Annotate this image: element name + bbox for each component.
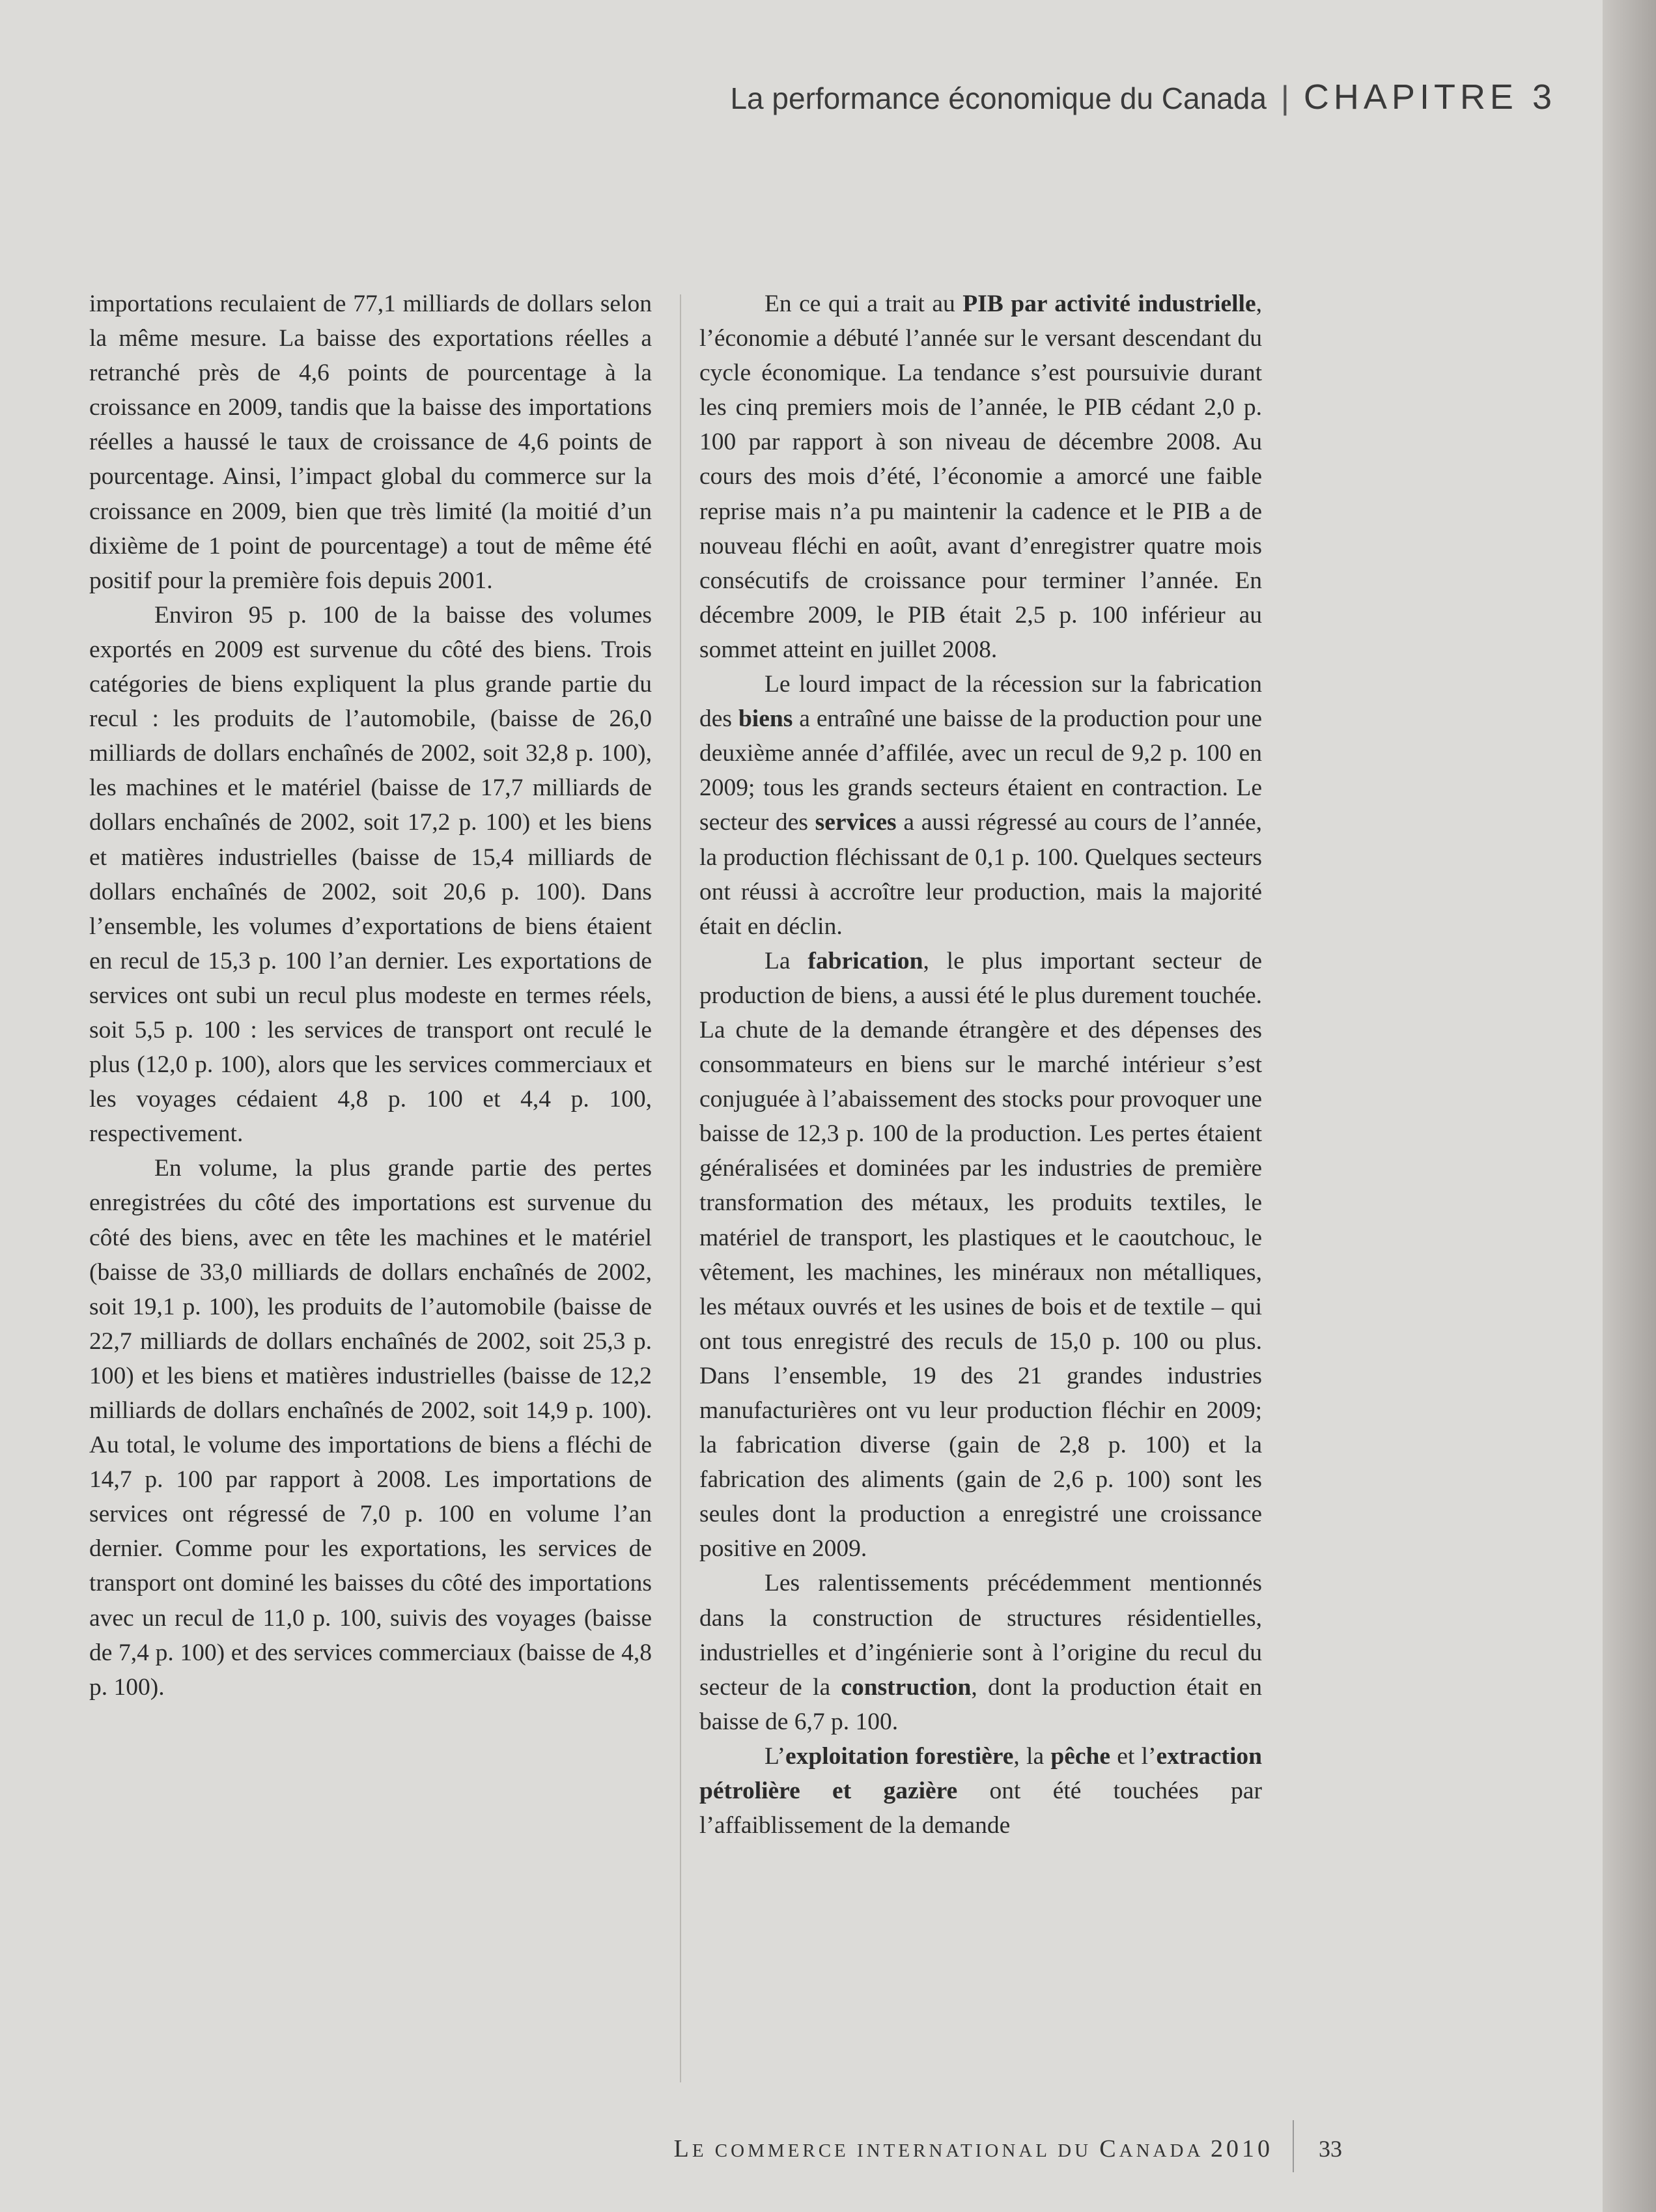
left-column bbox=[89, 287, 652, 1705]
text-run: a entraîné une baisse de la production pour une deuxième année d’affilée, avec un recul de 9,2 p. 100 en 2009; tous les grands secteurs étaient en contraction. Le secteur des bbox=[699, 705, 1262, 836]
footer-divider bbox=[1293, 2120, 1294, 2172]
text-run: et l’ bbox=[1110, 1742, 1157, 1770]
text-run: , dont la production était en baisse de 6,7 p. 100. bbox=[699, 1673, 1263, 1735]
running-footer bbox=[560, 2134, 1273, 2174]
bold-term: extraction pétrolière et gazière bbox=[699, 1742, 1262, 1805]
left-paragraph-3: En volume, la plus grande partie des pertes enregistrées du côté des importations est survenue du côté des biens, avec en tête les machines et le matériel (baisse de 33,0 milliards de dollars enchaînés de 2002, soit 19,1 p. 100), les produits de l’automobile (baisse de 22,7 milliards de dollars enchaînés de 2002, soit 25,3 p. 100) et les biens et matières industrielles (baisse de 12,2 milliards de dollars enchaînés de 2002, soit 14,9 p. 100). Au total, le volume des importations de biens a fléchi de 14,7 p. 100 par rapport à 2008. Les importations de services ont régressé de 7,0 p. 100 en volume l’an dernier. Comme pour les exportations, les services de transport ont dominé les baisses du côté des importations avec un recul de 11,0 p. 100, suivis des voyages (baisse de 7,4 p. 100) et des services commerciaux (baisse de 4,8 p. 100). bbox=[89, 1155, 652, 1701]
footer-text: ANADA bbox=[1119, 2140, 1211, 2161]
bold-term: construction bbox=[841, 1673, 972, 1701]
text-run: a aussi régressé au cours de l’année, la production fléchissant de 0,1 p. 100. Quelques secteurs ont réussi à accroître leur production, mais la majorité était en déclin. bbox=[699, 809, 1263, 940]
right-column bbox=[699, 287, 1262, 1843]
right-paragraph-5 bbox=[699, 1739, 1262, 1843]
right-paragraph-2 bbox=[699, 667, 1262, 944]
page-number: 33 bbox=[1319, 2136, 1342, 2162]
left-paragraph-2: Environ 95 p. 100 de la baisse des volumes exportés en 2009 est survenue du côté des biens. Trois catégories de biens expliquent la plus grande partie du recul : les produits de l’automobile, (baisse de 26,0 milliards de dollars enchaînés de 2002, soit 32,8 p. 100), les machines et le matériel (baisse de 17,7 milliards de dollars enchaînés de 2002, soit 17,2 p. 100) et les biens et matières industrielles (baisse de 15,4 milliards de dollars enchaînés de 2002, soit 20,6 p. 100). Dans l’ensemble, les volumes d’exportations de biens étaient en recul de 15,3 p. 100 l’an dernier. Les exportations de services ont subi un recul plus modeste en termes réels, soit 5,5 p. 100 : les services de transport ont reculé le plus (12,0 p. 100), alors que les services commerciaux et les voyages cédaient 4,8 p. 100 et 4,4 p. 100, respectivement. bbox=[89, 601, 652, 1148]
bold-term: fabrication bbox=[807, 947, 923, 974]
text-run: , la bbox=[1013, 1742, 1051, 1770]
text-run: Le lourd impact de la récession sur la fabrication des bbox=[699, 671, 1262, 733]
footer-initial: L bbox=[673, 2135, 692, 2162]
bold-term: biens bbox=[738, 705, 793, 733]
footer-text: E COMMERCE INTERNATIONAL DU bbox=[692, 2140, 1100, 2161]
text-run: Les ralentissements précédemment mentionnés dans la construction de structures résidentielles, industrielles et d’ingénierie sont à l’origine du recul du secteur de la bbox=[699, 1570, 1262, 1701]
right-paragraph-4 bbox=[699, 1566, 1262, 1738]
bold-term: pêche bbox=[1050, 1742, 1111, 1770]
footer-year: 2010 bbox=[1211, 2135, 1273, 2162]
header-separator: | bbox=[1280, 79, 1289, 116]
text-run: La bbox=[765, 947, 808, 974]
footer-initial: C bbox=[1099, 2135, 1119, 2162]
right-paragraph-1 bbox=[699, 287, 1262, 667]
text-run: , le plus important secteur de production de biens, a aussi été le plus durement touchée. La chute de la demande étrangère et des dépenses des consommateurs en biens sur le marché intérieur s’est conjuguée à l’abaissement des stocks pour provoquer une baisse de 12,3 p. 100 de la production. Les pertes étaient généralisées et dominées par les industries de première transformation des métaux, les produits textiles, le matériel de transport, les plastiques et le caoutchouc, le vêtement, les machines, les minéraux non métalliques, les métaux ouvrés et les usines de bois et de textile – qui ont tous enregistré des reculs de 15,0 p. 100 ou plus. Dans l’ensemble, 19 des 21 grandes industries manufacturières ont vu leur production fléchir en 2009; la fabrication diverse (gain de 2,8 p. 100) et la fabrication des aliments (gain de 2,6 p. 100) sont les seules dont la production a enregistré une croissance positive en 2009. bbox=[699, 947, 1262, 1563]
bold-term: services bbox=[815, 809, 897, 836]
text-run: , l’économie a débuté l’année sur le versant descendant du cycle économique. La tendance s’est poursuivie durant les cinq premiers mois de l’année, le PIB cédant 2,0 p. 100 par rapport à son niveau de décembre 2008. Au cours des mois d’été, l’économie a amorcé une faible reprise mais n’a pu maintenir la cadence et le PIB a de nouveau fléchi en août, avant d’enregistrer quatre mois consécutifs de croissance pour terminer l’année. En décembre 2009, le PIB était 2,5 p. 100 inférieur au sommet atteint en juillet 2008. bbox=[699, 291, 1262, 663]
bold-term: exploitation forestière bbox=[785, 1742, 1014, 1770]
column-divider bbox=[680, 294, 681, 2082]
header-title: La performance économique du Canada bbox=[730, 81, 1267, 115]
page-edge bbox=[1603, 0, 1656, 2212]
right-paragraph-3 bbox=[699, 944, 1262, 1567]
text-run: L’ bbox=[765, 1742, 785, 1770]
header-chapter: CHAPITRE 3 bbox=[1303, 78, 1556, 117]
left-paragraph-1: importations reculaient de 77,1 milliards de dollars selon la même mesure. La baisse des exportations réelles a retranché près de 4,6 points de pourcentage à la croissance en 2009, tandis que la baisse des importations réelles a haussé le taux de croissance de 4,6 points de pourcentage. Ainsi, l’impact global du commerce sur la croissance en 2009, bien que très limité (la moitié d’un dixième de 1 point de pourcentage) a tout de même été positif pour la première fois depuis 2001. bbox=[89, 291, 652, 594]
text-run: ont été touchées par l’affaiblissement de la demande bbox=[699, 1778, 1262, 1839]
running-header bbox=[651, 77, 1556, 122]
text-run: En ce qui a trait au bbox=[765, 291, 963, 317]
bold-term: PIB par activité industrielle bbox=[962, 291, 1256, 317]
